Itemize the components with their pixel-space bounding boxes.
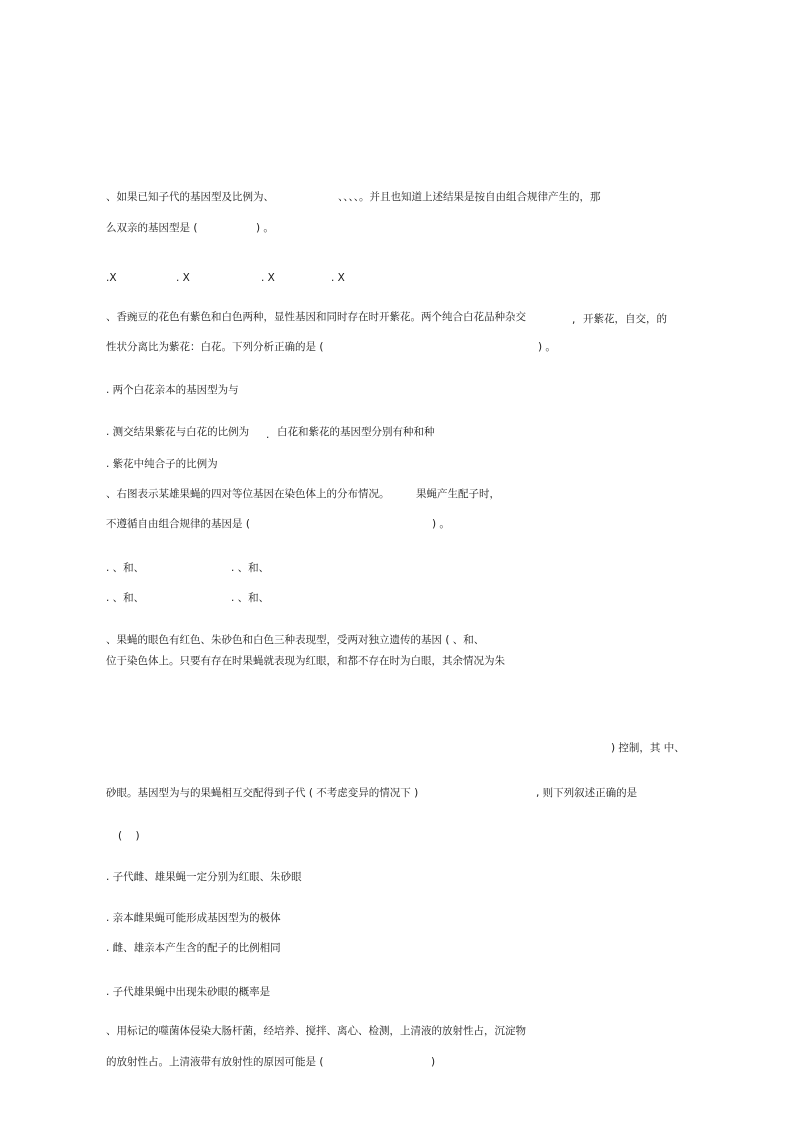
q3-line1a: 、右图表示某雄果蝇的四对等位基因在染色体上的分布情况。 xyxy=(106,488,390,500)
q4-answer-paren: ( ) xyxy=(118,830,140,842)
q1-line2a: 么双亲的基因型是 ( xyxy=(106,222,198,234)
q2-option-b2: . xyxy=(266,429,270,441)
q3-option-3: . 、和、 xyxy=(106,592,145,604)
q2-option-b1: . 测交结果紫花与白花的比例为 xyxy=(106,426,250,438)
q2-option-a: . 两个白花亲本的基因型为与 xyxy=(106,384,239,396)
q1-line1a: 、如果已知子代的基因型及比例为、 xyxy=(106,191,274,203)
q3-line2a: 不遵循自由组合规律的基因是 ( xyxy=(106,518,250,530)
q1-option-a: .X xyxy=(106,272,117,284)
q2-line1b: , xyxy=(572,314,576,326)
q3-option-2: . 、和、 xyxy=(231,562,270,574)
q4-line3: ) 控制，其 中、 xyxy=(611,742,685,754)
q4-option-b: . 亲本雌果蝇可能形成基因型为的极体 xyxy=(106,912,281,924)
q4-option-d: . 子代雄果蝇中出现朱砂眼的概率是 xyxy=(106,986,271,998)
q2-line2a: 性状分离比为紫花：白花。下列分析正确的是 ( xyxy=(106,341,324,353)
q5-line2b: ) xyxy=(431,1056,436,1068)
q4-line4a: 砂眼。基因型为与的果蝇相互交配得到子代 ( 不考虑变异的情况下 ) xyxy=(106,787,419,799)
q5-line1: 、用标记的噬菌体侵染大肠杆菌，经培养、搅拌、离心、检测，上清液的放射性占，沉淀物 xyxy=(106,1025,526,1037)
q4-line1: 、果蝇的眼色有红色、朱砂色和白色三种表现型，受两对独立遗传的基因 ( 、和、 xyxy=(106,634,485,646)
q4-option-c: . 雌、雄亲本产生含的配子的比例相同 xyxy=(106,942,281,954)
q4-line4b: , 则下列叙述正确的是 xyxy=(536,787,638,799)
q1-line1b: 、、、、。并且也知道上述结果是按自由组合规律产生的，那 xyxy=(338,191,601,203)
q5-line2a: 的放射性占。上清液带有放射性的原因可能是 ( xyxy=(106,1056,324,1068)
q1-option-b: . X xyxy=(176,272,190,284)
q1-option-c: . X xyxy=(261,272,275,284)
q4-option-a: . 子代雌、雄果蝇一定分别为红眼、朱砂眼 xyxy=(106,871,302,883)
q3-line1b: 果蝇产生配子时， xyxy=(416,488,500,500)
q2-option-b3: 白花和紫花的基因型分别有种和种 xyxy=(277,426,435,438)
q2-line1a: 、香豌豆的花色有紫色和白色两种，显性基因和同时存在时开紫花。两个纯合白花品种杂交 xyxy=(106,311,526,323)
q4-line2: 位于染色体上。只要有存在时果蝇就表现为红眼，和都不存在时为白眼，其余情况为朱 xyxy=(106,655,505,667)
q2-option-c: . 紫花中纯合子的比例为 xyxy=(106,458,218,470)
q1-option-d: . X xyxy=(331,272,345,284)
q1-line2b: ) 。 xyxy=(256,222,274,234)
q2-line1c: 开紫花，自交，的 xyxy=(583,313,667,325)
q3-option-4: . 、和、 xyxy=(231,592,270,604)
q2-line2b: ) 。 xyxy=(538,341,556,353)
q3-option-1: . 、和、 xyxy=(106,562,145,574)
q3-line2b: ) 。 xyxy=(432,518,450,530)
